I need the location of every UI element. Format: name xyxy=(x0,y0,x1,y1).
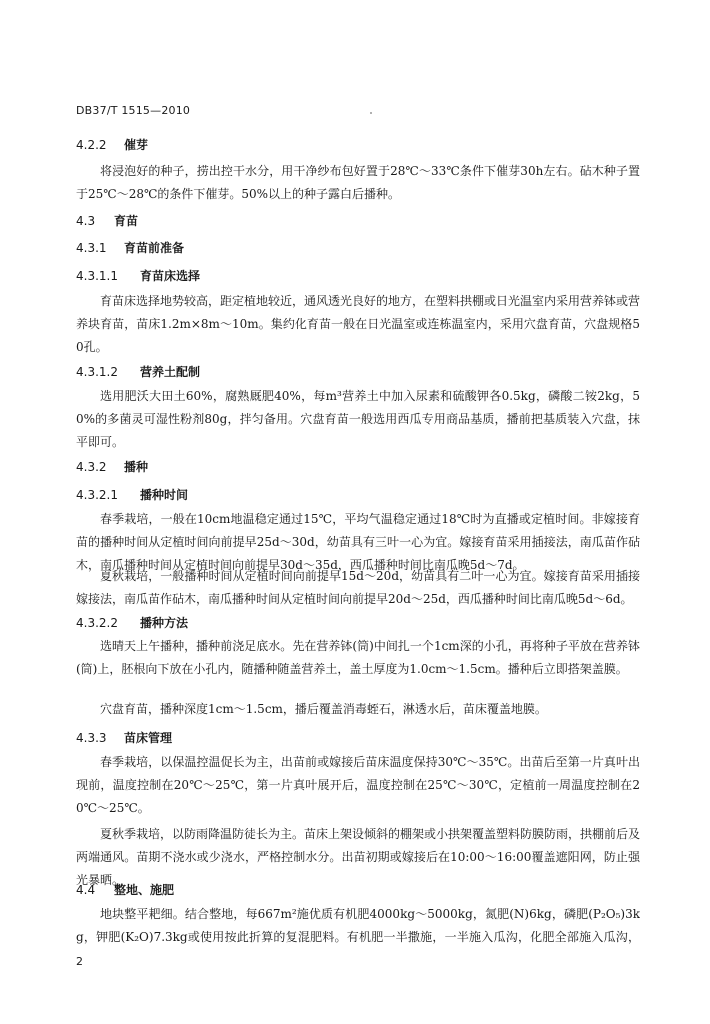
section-title: 催芽 xyxy=(124,138,149,152)
section-heading-4-3-3 xyxy=(76,729,172,746)
paragraph: 穴盘育苗，播种深度1cm～1.5cm，播后覆盖消毒蛭石，淋透水后，苗床覆盖地膜。 xyxy=(100,702,547,716)
scan-mark xyxy=(370,112,372,114)
paragraph: 春季栽培，以保温控温促长为主，出苗前或嫁接后苗床温度保持30℃～35℃。出苗后至第一片真叶出现前，温度控制在20℃～25℃，第一片真叶展开后，温度控制在25℃～30℃，定植前一周温度控制在20℃～25℃。 xyxy=(76,755,640,815)
paragraph: 育苗床选择地势较高，距定植地较近，通风透光良好的地方，在塑料拱棚或日光温室内采用营养钵或营养块育苗，苗床1.2m×8m～10m。集约化育苗一般在日光温室或连栋温室内，采用穴盘育苗，穴盘规格50孔。 xyxy=(76,294,641,354)
section-number: 4.3.2.1 xyxy=(76,488,118,502)
section-title: 苗床管理 xyxy=(124,731,173,745)
section-title: 播种时间 xyxy=(140,488,189,502)
paragraph: 选晴天上午播种，播种前浇足底水。先在营养钵(筒)中间扎一个1cm深的小孔，再将种子平放在营养钵(筒)上，胚根向下放在小孔内，随播种随盖营养土，盖土厚度为1.0cm～1.5cm。播种后立即搭架盖膜。 xyxy=(76,639,640,676)
paragraph: 春季栽培，一般在10cm地温稳定通过15℃，平均气温稳定通过18℃时为直播或定植时间。非嫁接育苗的播种时间从定植时间向前提早25d～30d，幼苗具有三叶一心为宜。嫁接育苗采用插接法，南瓜苗作砧木，南瓜播种时间从定植时间向前提早30d～35d，西瓜播种时间比南瓜晚5d～7d。 xyxy=(76,512,640,572)
section-title: 播种 xyxy=(124,460,149,474)
section-number: 4.3 xyxy=(76,214,96,228)
paragraph: 地块整平耙细。结合整地，每667m²施优质有机肥4000kg～5000kg，氮肥(N)6kg，磷肥(P₂O₅)3kg，钾肥(K₂O)7.3kg或使用按此折算的复混肥料。有机肥一半撒施，一半施入瓜沟，化肥全部施入瓜沟， xyxy=(76,907,640,944)
section-title: 整地、施肥 xyxy=(114,883,175,897)
section-number: 4.4 xyxy=(76,883,96,897)
section-title: 营养土配制 xyxy=(140,365,201,379)
section-title: 播种方法 xyxy=(140,616,189,630)
section-heading-4-2-2 xyxy=(76,136,148,153)
section-title: 育苗前准备 xyxy=(124,241,185,255)
section-number: 4.2.2 xyxy=(76,138,107,152)
page-number: 2 xyxy=(76,955,83,968)
paragraph: 选用肥沃大田土60%，腐熟厩肥40%，每m³营养土中加入尿素和硫酸钾各0.5kg，磷酸二铵2kg，50%的多菌灵可湿性粉剂80g，拌匀备用。穴盘育苗一般选用西瓜专用商品基质，播前把基质装入穴盘，抹平即可。 xyxy=(76,389,640,449)
section-heading-4-3-1-2 xyxy=(76,363,200,380)
section-title: 育苗 xyxy=(114,214,139,228)
section-number: 4.3.1.1 xyxy=(76,269,118,283)
section-heading-4-3 xyxy=(76,212,138,229)
standard-code: DB37/T 1515—2010 xyxy=(76,104,191,117)
section-heading-4-3-1-1 xyxy=(76,267,200,284)
section-heading-4-4 xyxy=(76,881,174,898)
section-heading-4-3-2-1 xyxy=(76,486,188,503)
section-number: 4.3.1 xyxy=(76,241,107,255)
section-number: 4.3.2.2 xyxy=(76,616,118,630)
section-number: 4.3.2 xyxy=(76,460,107,474)
section-number: 4.3.1.2 xyxy=(76,365,118,379)
paragraph: 夏秋季栽培，以防雨降温防徒长为主。苗床上架设倾斜的棚架或小拱架覆盖塑料防膜防雨，拱棚前后及两端通风。苗期不浇水或少浇水，严格控制水分。出苗初期或嫁接后在10:00～16:00覆盖遮阳网，防止强光暴晒。 xyxy=(76,827,641,887)
paragraph: 将浸泡好的种子，捞出控干水分，用干净纱布包好置于28℃～33℃条件下催芽30h左右。砧木种子置于25℃～28℃的条件下催芽。50%以上的种子露白后播种。 xyxy=(76,164,640,201)
section-number: 4.3.3 xyxy=(76,731,107,745)
paragraph: 夏秋栽培，一般播种时间从定植时间向前提早15d～20d，幼苗具有二叶一心为宜。嫁接育苗采用插接嫁接法，南瓜苗作砧木，南瓜播种时间从定植时间向前提早20d～25d，西瓜播种时间比南瓜晚5d～6d。 xyxy=(76,569,640,606)
section-heading-4-3-2 xyxy=(76,458,148,475)
section-heading-4-3-1 xyxy=(76,239,184,256)
section-heading-4-3-2-2 xyxy=(76,614,188,631)
section-title: 育苗床选择 xyxy=(140,269,201,283)
